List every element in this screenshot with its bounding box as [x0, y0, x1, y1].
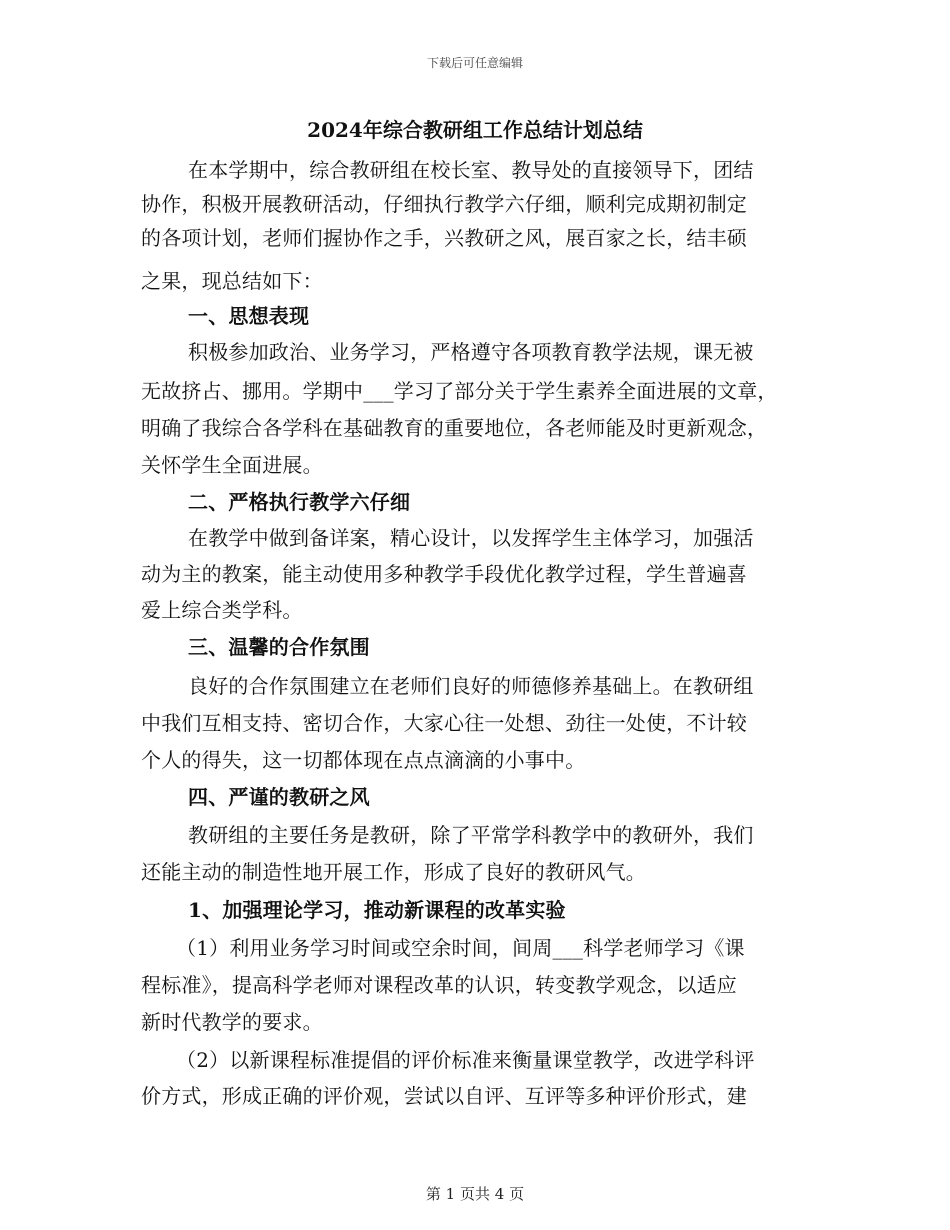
page-number-footer: 第 1 页共 4 页	[425, 1185, 525, 1203]
body-line: 新时代教学的要求。	[141, 1010, 323, 1034]
body-line: 中我们互相支持、密切合作，大家心往一处想、劲往一处使，不计较	[141, 711, 747, 735]
body-line: 无故挤占、挪用。学期中___学习了部分关于学生素养全面进展的文章，	[141, 379, 778, 403]
body-line: 在本学期中，综合教研组在校长室、教导处的直接领导下，团结	[188, 158, 754, 182]
section-heading: 四、严谨的教研之风	[188, 785, 370, 809]
body-line: 教研组的主要任务是教研，除了平常学科教学中的教研外，我们	[188, 823, 754, 847]
section-heading: 一、思想表现	[188, 304, 310, 328]
subsection-heading: 1、加强理论学习，推动新课程的改革实验	[188, 898, 566, 922]
body-line: 协作，积极开展教研活动，仔细执行教学六仔细，顺利完成期初制定	[141, 192, 747, 216]
body-line: 良好的合作氛围建立在老师们良好的师德修养基础上。在教研组	[188, 674, 754, 698]
section-heading: 二、严格执行教学六仔细	[188, 490, 411, 514]
body-line: 动为主的教案，能主动使用多种教学手段优化教学过程，学生普遍喜	[141, 562, 747, 586]
body-line: 明确了我综合各学科在基础教育的重要地位，各老师能及时更新观念，	[141, 416, 768, 440]
body-line: 爱上综合类学科。	[141, 598, 303, 622]
body-line: 关怀学生全面进展。	[141, 453, 323, 477]
body-line: 程标准》，提高科学老师对课程改革的认识，转变教学观念，以适应	[141, 973, 737, 997]
body-line: （1）利用业务学习时间或空余时间，间周___科学老师学习《课	[176, 936, 745, 960]
body-line: 个人的得失，这一切都体现在点点滴滴的小事中。	[141, 748, 586, 772]
section-heading: 三、温馨的合作氛围	[188, 635, 370, 659]
body-line: 在教学中做到备详案，精心设计，以发挥学生主体学习，加强活	[188, 526, 754, 550]
document-title: 2024年综合教研组工作总结计划总结	[307, 118, 643, 142]
header-note: 下载后可任意编辑	[426, 56, 523, 70]
body-line: 之果，现总结如下：	[141, 269, 323, 293]
body-line: 的各项计划，老师们握协作之手，兴教研之风，展百家之长，结丰硕	[141, 226, 747, 250]
body-line: 价方式，形成正确的评价观，尝试以自评、互评等多种评价形式，建	[141, 1084, 747, 1108]
body-line: 还能主动的制造性地开展工作，形成了良好的教研风气。	[141, 860, 646, 884]
body-line: （2）以新课程标准提倡的评价标准来衡量课堂教学，改进学科评	[176, 1048, 755, 1072]
body-line: 积极参加政治、业务学习，严格遵守各项教育教学法规，课无被	[188, 340, 754, 364]
